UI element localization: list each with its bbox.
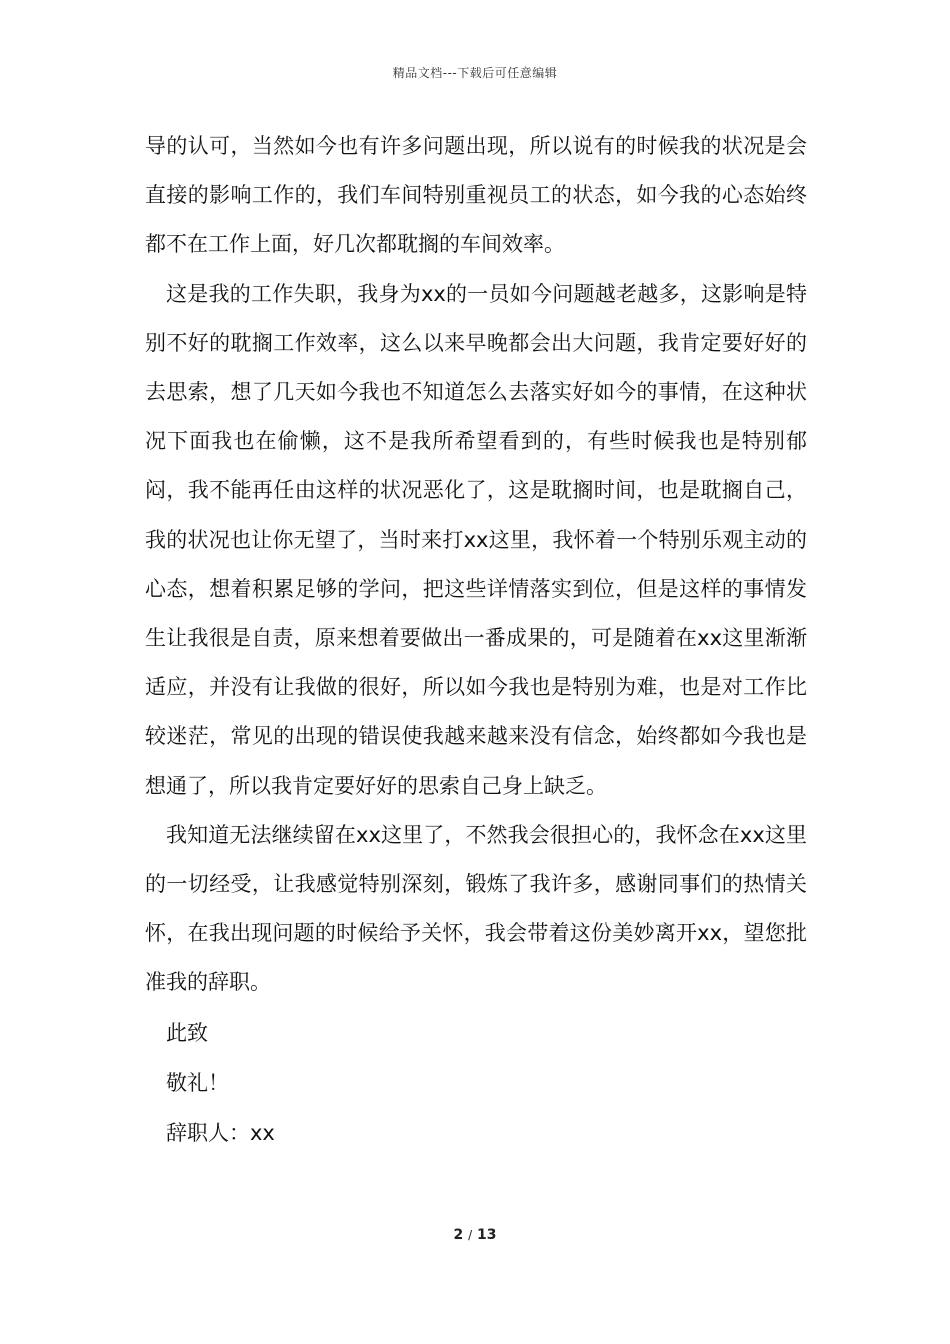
current-page: 2 <box>453 1227 464 1243</box>
closing-salutation: 此致 <box>166 1020 208 1045</box>
page-number <box>0 1227 950 1243</box>
closing-regards: 敬礼！ <box>166 1070 229 1095</box>
paragraph-resignation-request: 我知道无法继续留在xx这里了，不然我会很担心的，我怀念在xx这里的一切经受，让我感觉特别深刻，锻炼了我许多，感谢同事们的热情关怀，在我出现问题的时候给予关怀，我会带着这份美妙离开xx，望您批准我的辞职。 <box>145 822 807 995</box>
paragraph-work-failure: 这是我的工作失职，我身为xx的一员如今问题越老越多，这影响是特别不好的耽搁工作效率，这么以来早晚都会出大问题，我肯定要好好的去思索，想了几天如今我也不知道怎么去落实好如今的事情，在这种状况下面我也在偷懒，这不是我所希望看到的，有些时候我也是特别郁闷，我不能再任由这样的状况恶化了，这是耽搁时间，也是耽搁自己，我的状况也让你无望了，当时来打xx这里，我怀着一个特别乐观主动的心态，想着积累足够的学问，把这些详情落实到位，但是这样的事情发生让我很是自责，原来想着要做出一番成果的，可是随着在xx这里渐渐适应，并没有让我做的很好，所以如今我也是特别为难，也是对工作比较迷茫，常见的出现的错误使我越来越来没有信念，始终都如今我也是想通了，所以我肯定要好好的思索自己身上缺乏。 <box>145 281 807 798</box>
signature-line: 辞职人：xx <box>166 1121 275 1146</box>
document-header: 精品文档---下载后可任意编辑 <box>392 66 558 80</box>
total-pages: 13 <box>477 1227 497 1243</box>
page-separator: / <box>468 1228 473 1242</box>
paragraph-continuation: 导的认可，当然如今也有许多问题出现，所以说有的时候我的状况是会直接的影响工作的，我们车间特别重视员工的状态，如今我的心态始终都不在工作上面，好几次都耽搁的车间效率。 <box>145 134 807 257</box>
letter-body <box>145 122 807 1158</box>
